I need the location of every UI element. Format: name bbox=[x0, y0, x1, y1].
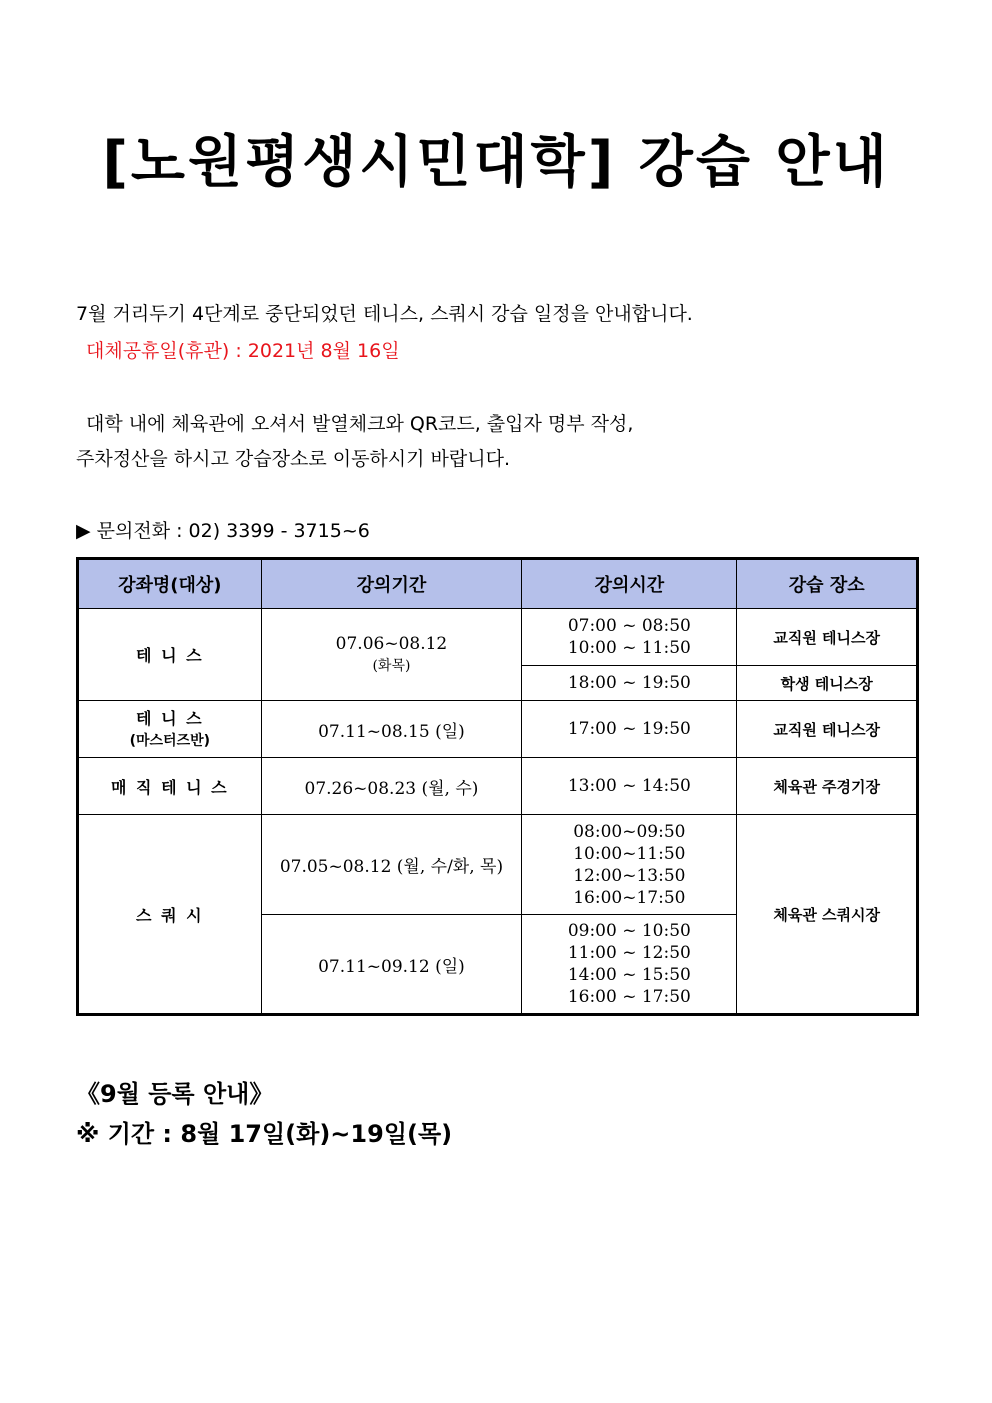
holiday-notice: 대체공휴일(휴관) : 2021년 8월 16일 bbox=[86, 340, 400, 362]
course-squash: 스 쿼 시 bbox=[78, 815, 262, 1015]
intro-text: 7월 거리두기 4단계로 중단되었던 테니스, 스쿼시 강습 일정을 안내합니다. bbox=[76, 303, 693, 325]
tennis-time: 07:00 ~ 08:50 bbox=[567, 616, 691, 636]
masters-period: 07.11~08.15 (일) bbox=[261, 701, 522, 758]
masters-time: 17:00 ~ 19:50 bbox=[522, 701, 737, 758]
squash-time: 14:00 ~ 15:50 bbox=[567, 965, 691, 985]
tennis-period: 07.06~08.12 bbox=[335, 633, 448, 654]
tennis-period-cell bbox=[261, 609, 522, 701]
squash-time: 10:00~11:50 bbox=[573, 843, 686, 864]
squash-period-b: 07.11~09.12 (일) bbox=[261, 915, 522, 1015]
squash-time: 16:00~17:50 bbox=[573, 887, 686, 908]
magic-place: 체육관 주경기장 bbox=[737, 758, 918, 815]
squash-times-b-cell bbox=[522, 915, 737, 1015]
instruction-line-1: 대학 내에 체육관에 오셔서 발열체크와 QR코드, 출입자 명부 작성, bbox=[86, 413, 634, 435]
magic-period: 07.26~08.23 (월, 수) bbox=[261, 758, 522, 815]
squash-time: 09:00 ~ 10:50 bbox=[567, 921, 691, 941]
registration-period: ※ 기간 : 8월 17일(화)~19일(목) bbox=[76, 1120, 453, 1148]
table-row bbox=[78, 758, 918, 815]
squash-time: 11:00 ~ 12:50 bbox=[567, 943, 691, 963]
table-row bbox=[78, 701, 918, 758]
magic-time: 13:00 ~ 14:50 bbox=[522, 758, 737, 815]
tennis-time: 10:00 ~ 11:50 bbox=[567, 638, 691, 658]
header-place: 강습 장소 bbox=[737, 559, 918, 609]
course-subtitle: (마스터즈반) bbox=[129, 733, 211, 749]
tennis-period-days: (화목) bbox=[372, 657, 411, 674]
squash-times-a-cell bbox=[522, 815, 737, 915]
header-course: 강좌명(대상) bbox=[78, 559, 262, 609]
squash-time: 08:00~09:50 bbox=[573, 821, 686, 842]
course-tennis: 테 니 스 bbox=[78, 609, 262, 701]
squash-period-a: 07.05~08.12 (월, 수/화, 목) bbox=[261, 815, 522, 915]
registration-heading: 《9월 등록 안내》 bbox=[76, 1080, 274, 1108]
contact-phone: ▶ 문의전화 : 02) 3399 - 3715~6 bbox=[76, 520, 370, 542]
tennis-place-student: 학생 테니스장 bbox=[737, 666, 918, 701]
table-row bbox=[78, 815, 918, 915]
course-tennis-masters bbox=[78, 701, 262, 758]
header-period: 강의기간 bbox=[261, 559, 522, 609]
squash-time: 12:00~13:50 bbox=[573, 865, 686, 886]
masters-place: 교직원 테니스장 bbox=[737, 701, 918, 758]
schedule-table bbox=[76, 557, 919, 1016]
instruction-line-2: 주차정산을 하시고 강습장소로 이동하시기 바랍니다. bbox=[76, 448, 510, 470]
course-name: 테 니 스 bbox=[136, 709, 204, 728]
squash-place: 체육관 스쿼시장 bbox=[737, 815, 918, 1015]
tennis-place-staff: 교직원 테니스장 bbox=[737, 609, 918, 666]
table-row bbox=[78, 609, 918, 666]
header-time: 강의시간 bbox=[522, 559, 737, 609]
course-magic-tennis: 매 직 테 니 스 bbox=[78, 758, 262, 815]
page-title: [노원평생시민대학] 강습 안내 bbox=[102, 130, 890, 195]
squash-time: 16:00 ~ 17:50 bbox=[567, 987, 691, 1007]
tennis-time-student: 18:00 ~ 19:50 bbox=[522, 666, 737, 701]
table-header-row bbox=[78, 559, 918, 609]
tennis-times-cell bbox=[522, 609, 737, 666]
